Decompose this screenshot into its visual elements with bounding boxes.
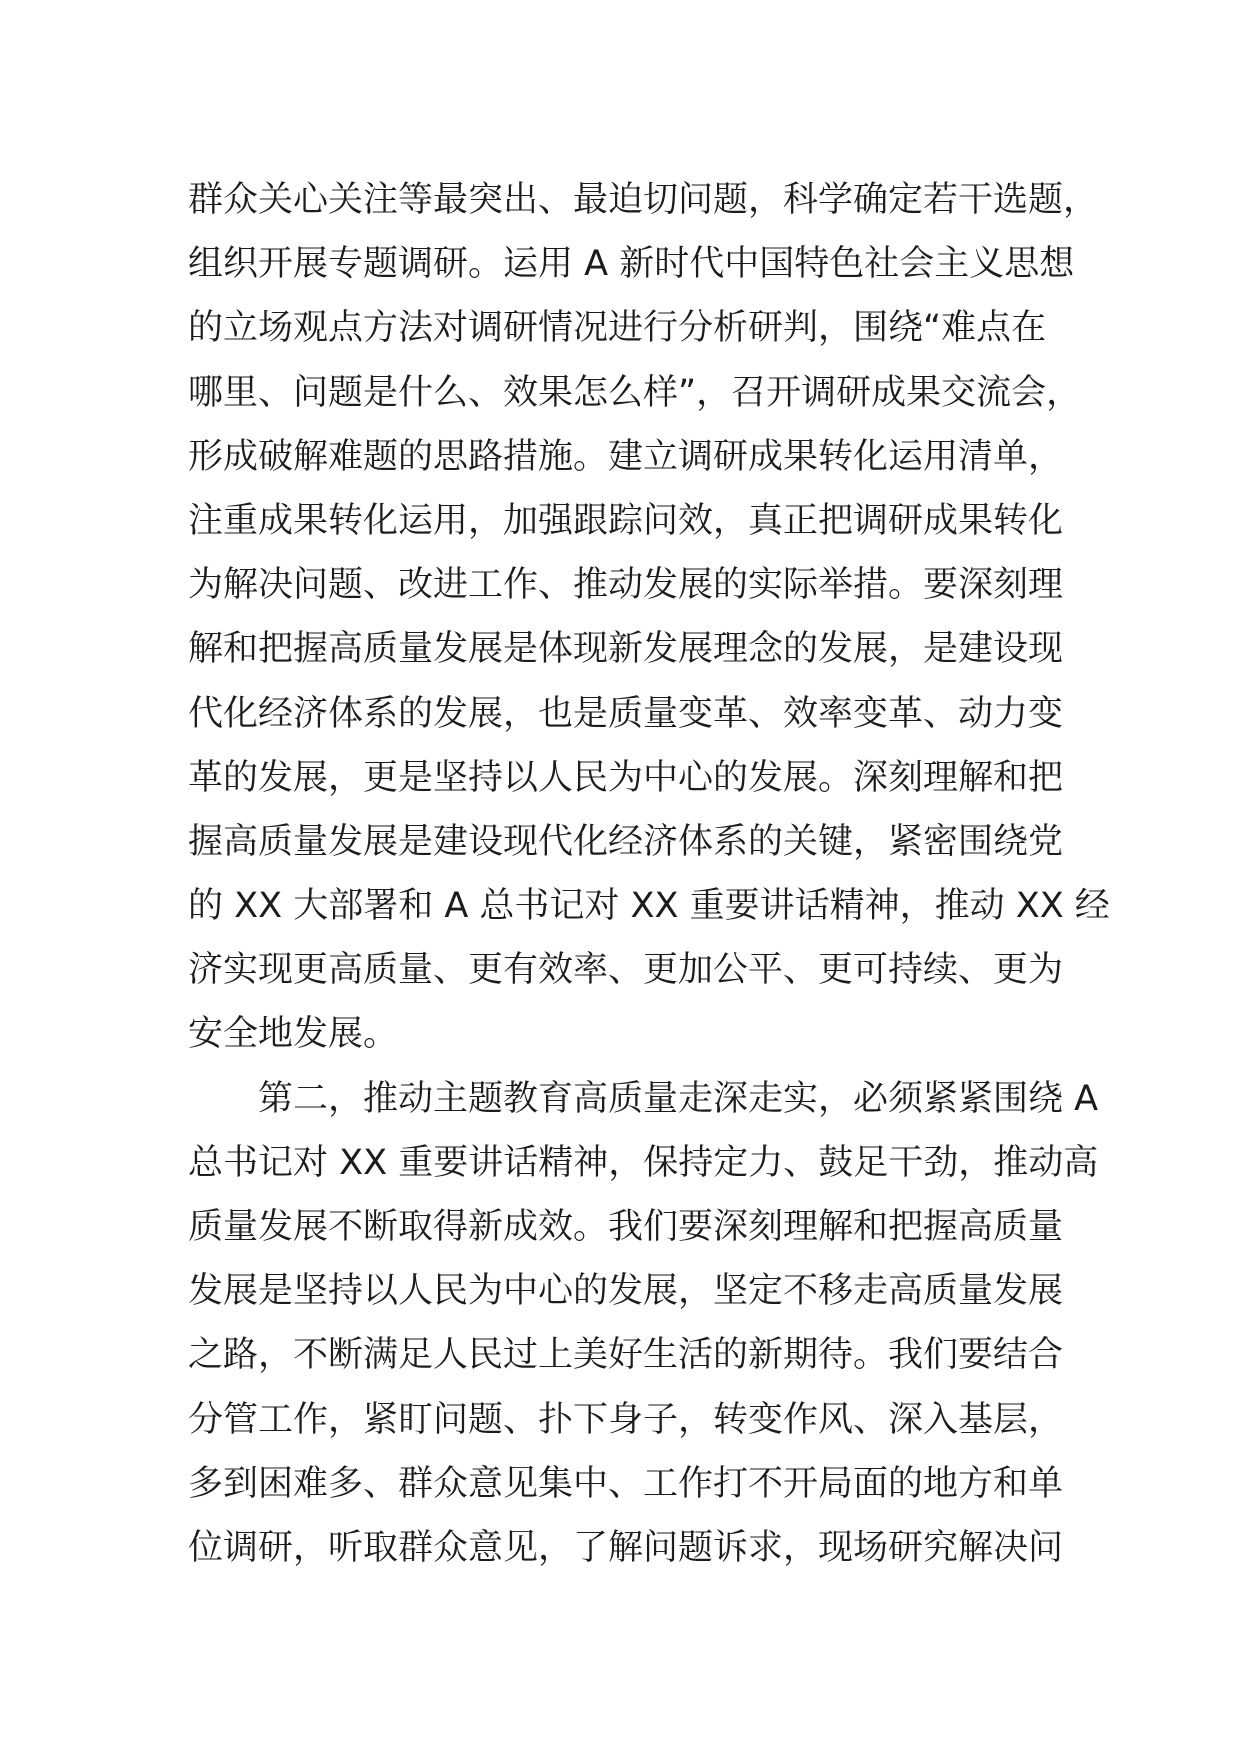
text-line: 安全地发展。 (188, 1014, 399, 1055)
text-line: 之路，不断满足人民过上美好生活的新期待。我们要结合 (188, 1335, 1064, 1376)
text-line: 质量发展不断取得新成效。我们要深刻理解和把握高质量 (188, 1207, 1064, 1247)
document-body (188, 168, 1110, 1580)
text-line: 形成破解难题的思路措施。建立调研成果转化运用清单， (188, 436, 1064, 477)
text-line: 组织开展专题调研。运用 A 新时代中国特色社会主义思想 (188, 244, 1075, 285)
text-line: 革的发展，更是坚持以人民为中心的发展。深刻理解和把 (188, 757, 1064, 798)
text-line: 为解决问题、改进工作、推动发展的实际举措。要深刻理 (188, 565, 1064, 606)
text-line: 注重成果转化运用，加强跟踪问效，真正把调研成果转化 (188, 500, 1064, 541)
text-line: 解和把握高质量发展是体现新发展理念的发展，是建设现 (188, 629, 1064, 670)
text-line: 的 XX 大部署和 A 总书记对 XX 重要讲话精神，推动 XX 经 (188, 886, 1110, 927)
text-line: 代化经济体系的发展，也是质量变革、效率变革、动力变 (188, 693, 1064, 734)
text-line: 位调研，听取群众意见，了解问题诉求，现场研究解决问 (188, 1527, 1064, 1568)
text-line: 分管工作，紧盯问题、扑下身子，转变作风、深入基层， (188, 1399, 1064, 1440)
text-line: 发展是坚持以人民为中心的发展，坚定不移走高质量发展 (188, 1271, 1064, 1312)
text-line: 哪里、问题是什么、效果怎么样”，召开调研成果交流会， (188, 372, 1082, 413)
text-line: 群众关心关注等最突出、最迫切问题，科学确定若干选题， (188, 180, 1099, 220)
paragraph-start-line: 第二，推动主题教育高质量走深走实，必须紧紧围绕 A (258, 1078, 1099, 1119)
text-line: 济实现更高质量、更有效率、更加公平、更可持续、更为 (188, 950, 1064, 991)
text-line: 的立场观点方法对调研情况进行分析研判，围绕“难点在 (188, 308, 1047, 349)
text-line: 总书记对 XX 重要讲话精神，保持定力、鼓足干劲，推动高 (188, 1142, 1099, 1183)
text-line: 握高质量发展是建设现代化经济体系的关键，紧密围绕党 (188, 821, 1064, 862)
text-line: 多到困难多、群众意见集中、工作打不开局面的地方和单 (188, 1463, 1064, 1504)
